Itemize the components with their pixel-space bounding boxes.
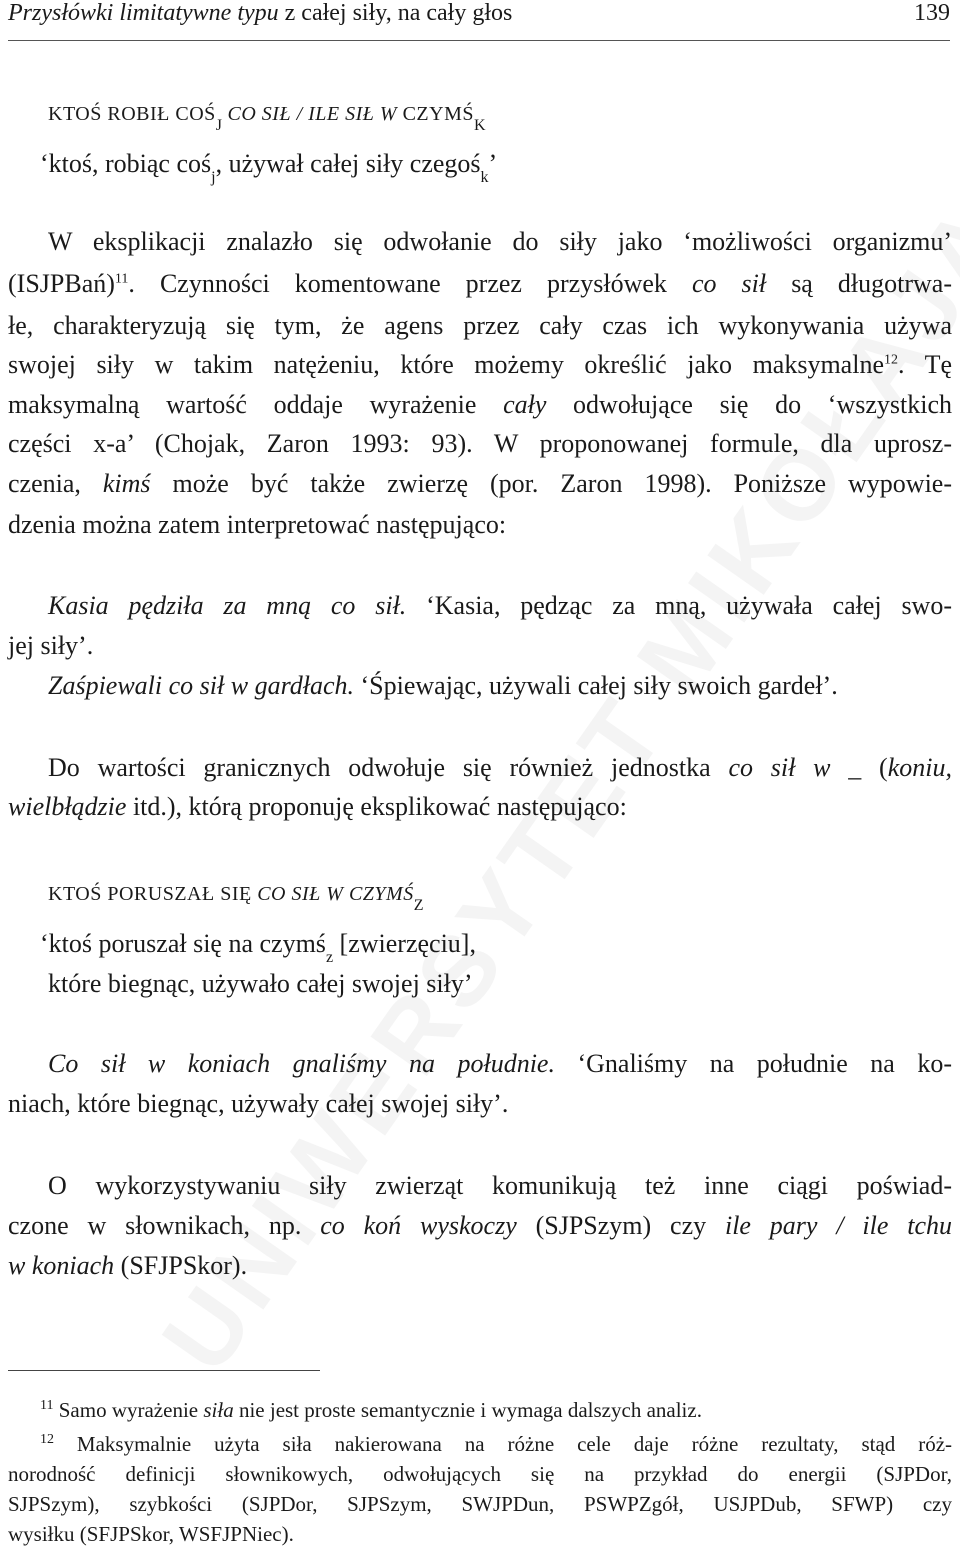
para1-line7: czenia, kimś może być także zwierzę (por. Zaron 1998). Poniższe wypowie- — [8, 469, 952, 498]
footnote-ref-11[interactable]: 11 — [114, 271, 129, 287]
explication-1: ‘ktoś, robiąc coś$_j$, używał całej siły czegoś$_k$’ — [40, 149, 498, 186]
running-title: Przysłówki limitatywne typu z całej siły, na cały głos — [8, 0, 513, 26]
example-1-line1: Kasia pędziła za mną co sił. ‘Kasia, pędząc za mną, używała całej swo- — [48, 591, 952, 620]
explication-2-line1: ‘ktoś poruszał się na czymś$_z$ [zwierzęciu], — [40, 929, 476, 966]
para2-line1: Do wartości granicznych odwołuje się również jednostka co sił w _ (koniu, — [48, 753, 952, 782]
example-3-line1: Co sił w koniach gnaliśmy na południe. ‘Gnaliśmy na południe na ko- — [48, 1049, 952, 1078]
para1-line1: W eksplikacji znalazło się odwołanie do siły jako ‘możliwości organizmu’ — [48, 227, 952, 256]
para1-line5: maksymalną wartość oddaje wyrażenie cały odwołujące się do ‘wszystkich — [8, 390, 952, 419]
page-number: 139 — [914, 0, 950, 26]
footnote-12-line2: norodność definicji słownikowych, odwołujących się na przykład do energii (SJPDor, — [8, 1462, 952, 1486]
explication-2-line2: które biegnąc, używało całej swojej siły’ — [48, 969, 473, 998]
para1-line4: swojej siły w takim natężeniu, które możemy określić jako maksymalne$^{12}$. Tę — [8, 350, 953, 379]
schema-2: KTOŚ PORUSZAŁ SIĘ CO SIŁ W $CZYMŚ_Z$ — [48, 883, 424, 914]
para1-line6: części x-a’ (Chojak, Zaron 1993: 93). W proponowanej formule, dla uprosz- — [8, 429, 952, 458]
para1-line8: dzenia można zatem interpretować następująco: — [8, 510, 507, 539]
running-header — [8, 0, 950, 41]
example-2: Zaśpiewali co sił w gardłach. ‘Śpiewając, używali całej siły swoich gardeł’. — [48, 671, 838, 700]
example-3-line2: niach, które biegnąc, używały całej swojej siły’. — [8, 1089, 509, 1118]
schema-1: KTOŚ ROBIŁ $COŚ_J$ CO SIŁ / ILE SIŁ W $CZYMŚ_K$ — [48, 103, 486, 134]
example-1-line2: jej siły’. — [8, 631, 94, 660]
para3-line3: w koniach (SFJPSkor). — [8, 1251, 248, 1280]
footnote-11: $^{11}$ Samo wyrażenie siła nie jest proste semantycznie i wymaga dalszych analiz. — [40, 1398, 702, 1422]
para1-line3: łe, charakteryzują się tym, że agens przez cały czas ich wykonywania używa — [8, 311, 952, 340]
footnote-12-line4: wysiłku (SFJPSkor, WSFJPNiec). — [8, 1522, 294, 1546]
para1-line2: (ISJPBań)$^{11}$. Czynności komentowane przez przysłówek co sił są długotrwa- — [8, 269, 952, 298]
footnote-ref-12[interactable]: 12 — [884, 352, 898, 368]
para3-line1: O wykorzystywaniu siły zwierząt komunikują też inne ciągi poświad- — [48, 1171, 952, 1200]
footnote-12-line3: SJPSzym), szybkości (SJPDor, SJPSzym, SWJPDun, PSWPZgół, USJPDub, SFWP) czy — [8, 1492, 952, 1516]
footnote-12-line1: $^{12}$ Maksymalnie użyta siła nakierowana na różne cele daje różne rezultaty, stąd róż- — [40, 1432, 953, 1456]
footnote-rule — [8, 1370, 320, 1371]
para3-line2: czone w słownikach, np. co koń wyskoczy (SJPSzym) czy ile pary / ile tchu — [8, 1211, 952, 1240]
para2-line2: wielbłądzie itd.), którą proponuję eksplikować następująco: — [8, 792, 627, 821]
